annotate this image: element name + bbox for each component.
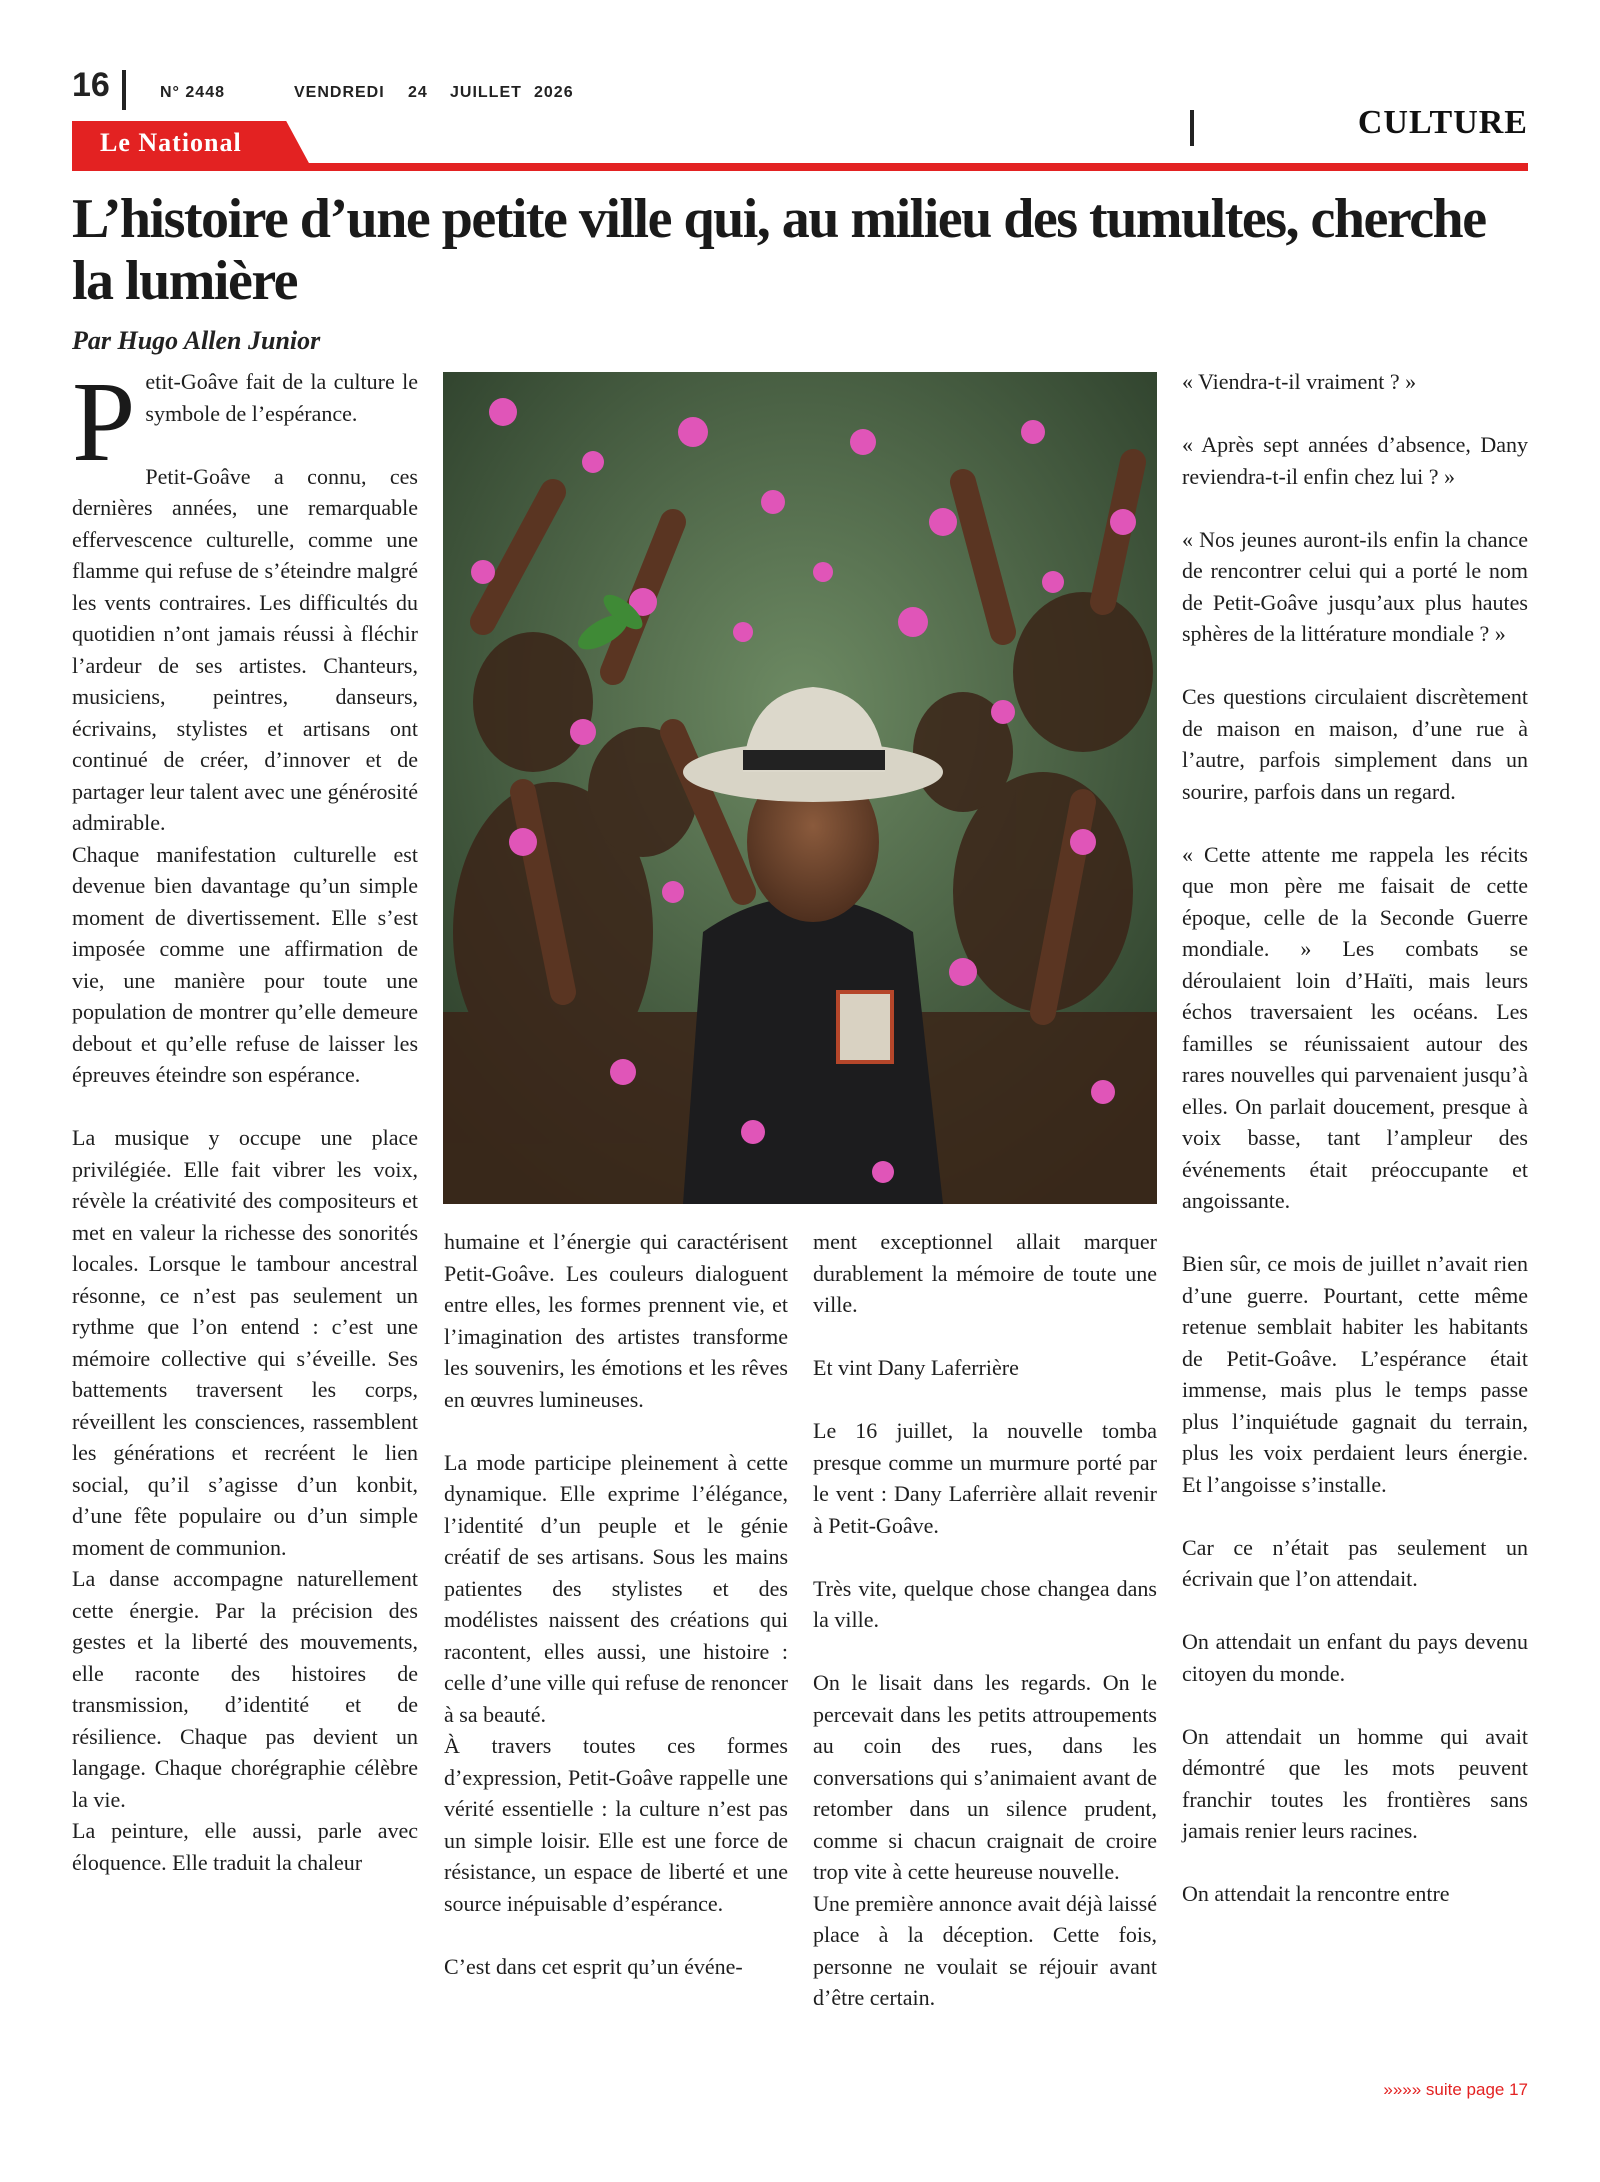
paragraph: Le 16 juillet, la nouvelle tomba presque comme un murmure porté par le vent : Dany Laferrière allait revenir à Petit-Goâve. [813, 1418, 1157, 1538]
article-column-1 [72, 358, 418, 1878]
paragraph: À travers toutes ces formes d’expression, Petit-Goâve rappelle une vérité essentielle : la culture n’est pas un simple loisir. Elle est une force de résistance, un espace de liberté et une source inépuisable d’espérance. [444, 1733, 788, 1916]
paragraph: humaine et l’énergie qui caractérisent Petit-Goâve. Les couleurs dialoguent entre elles, les formes prennent vie, et l’imagination des artistes transforme les souvenirs, les émotions et les rêves en œuvres lumineuses. [444, 1229, 788, 1412]
section-divider [1190, 110, 1194, 146]
publication-name: Le National [100, 128, 242, 157]
paragraph: Car ce n’était pas seulement un écrivain que l’on attendait. [1182, 1534, 1528, 1591]
paragraph: On attendait un enfant du pays devenu citoyen du monde. [1182, 1629, 1528, 1686]
date-day: 24 [408, 84, 428, 101]
paragraph: On attendait un homme qui avait démontré que les mots peuvent franchir toutes les frontières sans jamais renier leurs racines. [1182, 1723, 1528, 1843]
paragraph: On le lisait dans les regards. On le percevait dans les petits attroupements au coin des rues, dans les conversations qui s’animaient avant de retomber dans un silence prudent, comme si chacun craignait de croire trop vite à cette heureuse nouvelle. [813, 1670, 1157, 1884]
paragraph: Chaque manifestation culturelle est devenue bien davantage qu’un simple moment de divertissement. Elle s’est imposée comme une affirmation de vie, une manière pour toute une population de montrer qu’elle demeure debout et qu’elle refuse de laisser les épreuves éteindre son espérance. [72, 841, 418, 1087]
article-column-3 [813, 1226, 1157, 2014]
paragraph: « Viendra-t-il vraiment ? » [1182, 369, 1417, 394]
article-lede [72, 358, 418, 485]
article-column-4 [1182, 366, 1528, 1910]
paragraph: Bien sûr, ce mois de juillet n’avait rien d’une guerre. Pourtant, cette même retenue semblait habiter les habitants de Petit-Goâve. L’espérance était immense, mais plus le temps passe plus l’inquiétude gagnait du terrain, plus les voix perdaient leurs énergie. Et l’angoisse s’installe. [1182, 1251, 1528, 1497]
article-byline: Par Hugo Allen Junior [72, 326, 321, 355]
date-month: JUILLET [450, 84, 522, 101]
photo-illustration [443, 372, 1157, 1204]
lede-text: etit-Goâve fait de la culture le symbole de l’espérance. [145, 369, 418, 426]
date-year: 2026 [534, 84, 574, 101]
paragraph: C’est dans cet esprit qu’un événe- [444, 1953, 743, 1979]
header-rule [72, 163, 1528, 171]
paragraph: Une première annonce avait déjà laissé place à la déception. Cette fois, personne ne voulait se réjouir avant d’être certain. [813, 1890, 1157, 2010]
header-divider [122, 70, 126, 110]
paragraph: ment exceptionnel allait marquer durablement la mémoire de toute une ville. [813, 1229, 1157, 1317]
paragraph: « Après sept années d’absence, Dany reviendra-t-il enfin chez lui ? » [1182, 432, 1528, 489]
continued-link[interactable]: »»»» suite page 17 [1383, 2080, 1528, 2099]
paragraph: La peinture, elle aussi, parle avec éloquence. Elle traduit la chaleur [72, 1818, 418, 1875]
paragraph: La musique y occupe une place privilégiée. Elle fait vibrer les voix, révèle la créativité des compositeurs et met en valeur la richesse des sonorités locales. Lorsque le tambour ancestral résonne, ce n’est pas seulement un rythme que l’on entend : c’est une mémoire collective qui s’éveille. Ses battements traversent les corps, réveillent les consciences, rassemblent les générations et recréent le lien social, qu’il s’agisse d’un konbit, d’une fête populaire ou d’un simple moment de communion. [72, 1125, 418, 1560]
paragraph: « Nos jeunes auront-ils enfin la chance de rencontrer celui qui a porté le nom de Petit-Goâve jusqu’aux plus hautes sphères de la littérature mondiale ? » [1182, 526, 1528, 646]
issue-number: N° 2448 [160, 84, 225, 101]
paragraph: Petit-Goâve a connu, ces dernières années, une remarquable effervescence culturelle, comme une flamme qui refuse de s’éteindre malgré les vents contraires. Les difficultés du quotidien n’ont jamais réussi à fléchir l’ardeur de ses artistes. Chanteurs, musiciens, peintres, danseurs, écrivains, stylistes et artisans ont continué de créer, d’innover et de partager leur talent avec une générosité admirable. [72, 463, 418, 835]
article-headline: L’histoire d’une petite ville qui, au milieu des tumultes, cherche la lumière [72, 188, 1486, 312]
paragraph: Très vite, quelque chose changea dans la ville. [813, 1575, 1157, 1632]
article-photo [443, 372, 1157, 1204]
paragraph: On attendait la rencontre entre [1182, 1881, 1450, 1906]
paragraph: Ces questions circulaient discrètement de maison en maison, d’une rue à l’autre, parfois simplement dans un sourire, parfois dans un regard. [1182, 684, 1528, 804]
paragraph: La danse accompagne naturellement cette énergie. Par la précision des gestes et la liberté des mouvements, elle raconte des histoires de transmission, d’identité et de résilience. Chaque pas devient un langage. Chaque chorégraphie célèbre la vie. [72, 1566, 418, 1812]
article-column-2 [444, 1226, 788, 1982]
paragraph: « Cette attente me rappela les récits que mon père me faisait de cette époque, celle de la Seconde Guerre mondiale. » Les combats se déroulaient loin d’Haïti, mais leurs échos traversaient les océans. Les familles se réunissaient autour des rares nouvelles qui parvenaient jusqu’à elles. On parlait doucement, presque à voix basse, tant l’ampleur des événements était préoccupante et angoissante. [1182, 841, 1528, 1213]
paragraph: La mode participe pleinement à cette dynamique. Elle exprime l’élégance, l’identité d’un peuple et le génie créatif de ses artisans. Sous les mains patientes des stylistes et des modélistes naissent des créations qui racontent, elles aussi, une histoire : celle d’une ville qui refuse de renoncer à sa beauté. [444, 1449, 788, 1727]
page-number: 16 [72, 66, 110, 104]
drop-cap: P [72, 358, 136, 485]
section-title: CULTURE [1357, 104, 1528, 141]
date-weekday: VENDREDI [294, 84, 385, 101]
subheading: Et vint Dany Laferrière [813, 1355, 1019, 1380]
